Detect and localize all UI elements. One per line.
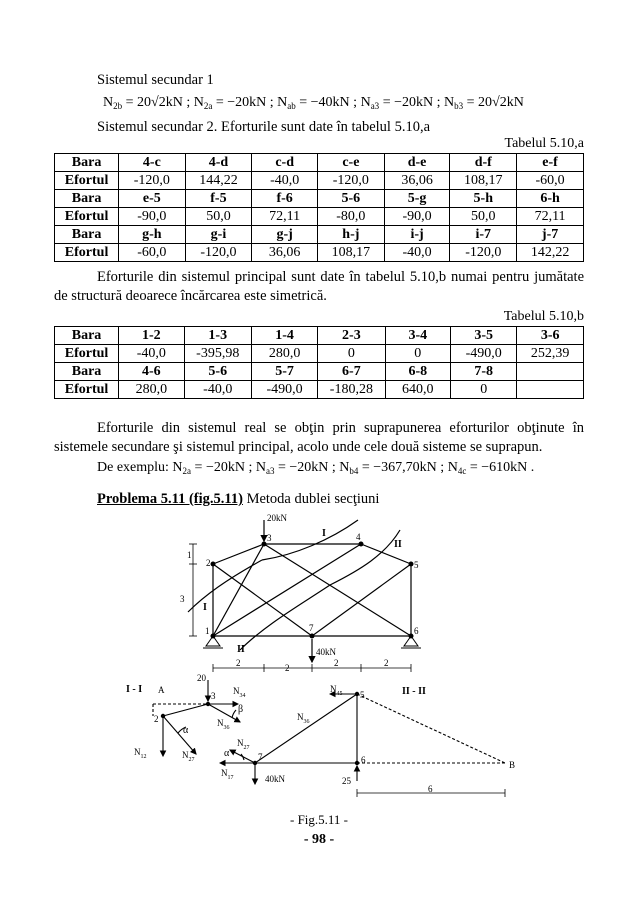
member-4-5 <box>361 544 411 564</box>
table-b-caption: Tabelul 5.10,b <box>503 309 584 324</box>
table-a-cell: 5-h <box>450 190 517 208</box>
member-2-3 <box>213 544 264 564</box>
example-subscript-2: b4 <box>349 466 359 476</box>
table-a-cell: Efortul <box>55 172 119 190</box>
table-a-cell: Bara <box>55 190 119 208</box>
table-b-cell: 4-6 <box>119 363 185 381</box>
table-a-cell: 4-d <box>185 154 252 172</box>
member-2-7 <box>213 564 312 636</box>
table-a-cell: e-f <box>517 154 584 172</box>
table-b-cell: 1-4 <box>251 327 317 345</box>
label-N27-b: $N_{27}$ <box>237 738 250 751</box>
formula1-value-2: = −40kN ; <box>295 95 361 110</box>
table-a-cell: 5-g <box>384 190 450 208</box>
table-a-cell: g-i <box>185 226 252 244</box>
table-b-cell: 280,0 <box>251 345 317 363</box>
formula1-value-3: = −20kN ; <box>379 95 444 110</box>
node-label-6: 6 <box>414 626 419 636</box>
table-a-cell: -40,0 <box>252 172 318 190</box>
node-label-1: 1 <box>205 626 210 636</box>
heading-secondary-2: Sistemul secundar 2. Eforturile sunt date în tabelul 5.10,a <box>97 119 431 135</box>
section-label-II-bottom: II <box>237 644 245 655</box>
table-a-cell: 36,06 <box>384 172 450 190</box>
example-subscript-3: 4c <box>457 466 467 476</box>
member-1-3 <box>213 544 264 636</box>
problem-title-rest: Metoda dublei secţiuni <box>242 491 380 507</box>
truss-main <box>188 520 411 650</box>
table-a-cell: 5-6 <box>317 190 384 208</box>
formula1-value-4: = 20√2kN <box>463 95 524 110</box>
problem-title-bold: Problema 5.11 (fig.5.11) <box>97 491 243 507</box>
table-a-cell: Bara <box>55 154 119 172</box>
example-symbol-3: N <box>447 460 458 475</box>
table-a-cell: Bara <box>55 226 119 244</box>
label-section-II-II: II - II <box>402 686 426 697</box>
table-a-cell: 142,22 <box>517 244 584 262</box>
table-b-cell: -395,98 <box>184 345 251 363</box>
example-value-2: = −367,70kN ; <box>358 460 448 475</box>
table-b-cell: Efortul <box>55 381 119 399</box>
table-a-cell: 108,17 <box>317 244 384 262</box>
label-left-node-7: 7 <box>258 752 263 762</box>
table-a-cell: d-e <box>384 154 450 172</box>
label-N36-left: $N_{36}$ <box>217 718 230 731</box>
paragraph-superposition: Eforturile din sistemul real se obţin prin suprapunerea eforturilor obţinute în sistemele secundare şi sistemul principal, acolo unde cele două sisteme se suprapun. <box>54 420 584 455</box>
formula1-value-0: = 20√2kN ; <box>122 95 194 110</box>
table-b-cell: -490,0 <box>251 381 317 399</box>
table-b-cell: 2-3 <box>318 327 385 345</box>
label-N27: $N_{27}$ <box>182 750 195 763</box>
section-label-I-top: I <box>322 528 326 539</box>
table-b-cell: -40,0 <box>119 345 185 363</box>
table-a-cell: 108,17 <box>450 172 517 190</box>
table-b-cell: -490,0 <box>451 345 517 363</box>
table-b-cell: Efortul <box>55 345 119 363</box>
table-a-cell: g-j <box>252 226 318 244</box>
figure-caption: - Fig.5.11 - <box>289 812 349 827</box>
example-subscript-0: 2a <box>182 466 192 476</box>
node-label-5: 5 <box>414 560 419 570</box>
table-a-cell: Efortul <box>55 208 119 226</box>
label-N34: $N_{34}$ <box>233 686 246 699</box>
section-label-II-top: II <box>394 539 402 550</box>
table-b-cell: -40,0 <box>184 381 251 399</box>
table-a-cell: 144,22 <box>185 172 252 190</box>
formula1-symbol-1: N <box>193 95 204 110</box>
formula1-subscript-4: b3 <box>454 101 464 111</box>
table-a-cell: h-j <box>317 226 384 244</box>
table-a-cell: j-7 <box>517 226 584 244</box>
formula1-symbol-3: N <box>360 95 371 110</box>
table-b-cell: 7-8 <box>451 363 517 381</box>
table-a-cell: -60,0 <box>517 172 584 190</box>
example-symbol-1: N <box>255 460 266 475</box>
table-b-cell: 6-8 <box>385 363 451 381</box>
table-b-cell: 0 <box>451 381 517 399</box>
table-a-cell: -120,0 <box>185 244 252 262</box>
table-a-cell: 36,06 <box>252 244 318 262</box>
node-label-4: 4 <box>356 532 361 542</box>
label-left-load: 20 <box>197 673 206 683</box>
table-a-cell: 50,0 <box>185 208 252 226</box>
example-subscript-1: a3 <box>265 466 275 476</box>
heading-secondary-1: Sistemul secundar 1 <box>97 72 214 88</box>
table-a-cell: 72,11 <box>517 208 584 226</box>
example-lead: De exemplu: <box>97 460 173 475</box>
label-N17: $N_{17}$ <box>221 768 234 781</box>
table-b-cell: 5-6 <box>184 363 251 381</box>
paragraph-principal-system: Eforturile din sistemul principal sunt date în tabelul 5.10,b numai pentru jumătate de structură deoarece încărcarea este simetrică. <box>54 269 584 304</box>
table-a-cell: 4-c <box>119 154 185 172</box>
formula1-subscript-1: 2a <box>203 101 213 111</box>
label-section-I-I: I - I <box>126 684 143 695</box>
table-b-cell: 6-7 <box>318 363 385 381</box>
table-a-cell: i-j <box>384 226 450 244</box>
label-left-node-2: 2 <box>154 714 159 724</box>
table-b-cell: 252,39 <box>517 345 584 363</box>
free-body-II-II <box>255 694 505 797</box>
table-b-cell: 3-5 <box>451 327 517 345</box>
table-a-cell: -90,0 <box>384 208 450 226</box>
table-a-cell: d-f <box>450 154 517 172</box>
label-load-top: 20kN <box>267 513 287 523</box>
node-label-3: 3 <box>267 533 272 543</box>
dim-label-3: 3 <box>180 594 185 604</box>
example-symbol-0: N <box>172 460 183 475</box>
table-a-cell: Efortul <box>55 244 119 262</box>
dimension-lines <box>189 544 411 672</box>
formula1-symbol-4: N <box>443 95 455 110</box>
table-a-cell: 50,0 <box>450 208 517 226</box>
section-line-I <box>262 520 358 560</box>
table-b-cell: 3-4 <box>385 327 451 345</box>
table-a-cell: 6-h <box>517 190 584 208</box>
formula1-subscript-3: a3 <box>370 101 380 111</box>
table-a-cell: g-h <box>119 226 185 244</box>
dim-label-h3: 2 <box>334 658 339 668</box>
table-a-cell: -40,0 <box>384 244 450 262</box>
table-a-cell: -120,0 <box>317 172 384 190</box>
formula1-symbol-0: N <box>103 95 114 110</box>
table-b-cell: 3-6 <box>517 327 584 345</box>
section-label-I-left: I <box>203 602 207 613</box>
label-point-A: A <box>158 685 165 695</box>
formula1-value-1: = −20kN ; <box>212 95 278 110</box>
node-label-7: 7 <box>309 623 314 633</box>
table-a-cell: c-d <box>252 154 318 172</box>
example-symbol-2: N <box>339 460 350 475</box>
dim-label-h4: 2 <box>384 658 389 668</box>
label-point-B: B <box>509 760 516 770</box>
table-a-cell: -90,0 <box>119 208 185 226</box>
label-right-node-6: 6 <box>361 755 366 765</box>
table-a-caption: Tabelul 5.10,a <box>504 136 584 151</box>
formula1-subscript-0: 2b <box>113 101 123 111</box>
table-b-cell: 0 <box>385 345 451 363</box>
node-label-2: 2 <box>206 558 211 568</box>
table-a-cell: -80,0 <box>317 208 384 226</box>
table-a-cell: f-6 <box>252 190 318 208</box>
table-a-cell: -120,0 <box>450 244 517 262</box>
table-a-cell: -60,0 <box>119 244 185 262</box>
table-b-cell: 280,0 <box>119 381 185 399</box>
label-beta: β <box>238 704 244 715</box>
table-b-cell: 640,0 <box>385 381 451 399</box>
formula1-subscript-2: ab <box>287 101 296 111</box>
table-a-cell: i-7 <box>450 226 517 244</box>
page-number: - 98 - <box>303 832 335 847</box>
label-right-25: 25 <box>342 776 351 786</box>
member-7-5 <box>312 564 411 636</box>
table-a-cell: 72,11 <box>252 208 318 226</box>
label-right-node-5: 5 <box>360 690 365 700</box>
dim-label-h1: 2 <box>236 658 241 668</box>
example-value-0: = −20kN ; <box>191 460 256 475</box>
label-N12: $N_{12}$ <box>134 747 147 760</box>
table-b-cell: 0 <box>318 345 385 363</box>
label-left-node-3: 3 <box>211 691 216 701</box>
table-b-cell: Bara <box>55 327 119 345</box>
formula1-symbol-2: N <box>277 95 288 110</box>
table-b-cell: 1-2 <box>119 327 185 345</box>
example-value-3: = −610kN . <box>466 460 535 475</box>
label-load-bottom: 40kN <box>316 647 336 657</box>
table-b-cell: 1-3 <box>184 327 251 345</box>
table-b-cell: Bara <box>55 363 119 381</box>
dim-label-h2: 2 <box>285 663 290 673</box>
table-a-cell: e-5 <box>119 190 185 208</box>
example-value-1: = −20kN ; <box>274 460 340 475</box>
label-alpha-left: α <box>183 725 189 736</box>
table-b-cell: 5-7 <box>251 363 317 381</box>
table-a-cell: c-e <box>317 154 384 172</box>
label-N36-right: $N_{36}$ <box>297 712 310 725</box>
label-alpha-bottom: α <box>224 748 230 759</box>
table-b-cell: -180,28 <box>318 381 385 399</box>
label-left-40kn: 40kN <box>265 774 285 784</box>
table-a-cell: f-5 <box>185 190 252 208</box>
table-a-cell: -120,0 <box>119 172 185 190</box>
label-N45: $N_{45}$ <box>330 684 343 697</box>
dim-label-1: 1 <box>187 550 192 560</box>
label-right-dim-6: 6 <box>428 784 433 794</box>
